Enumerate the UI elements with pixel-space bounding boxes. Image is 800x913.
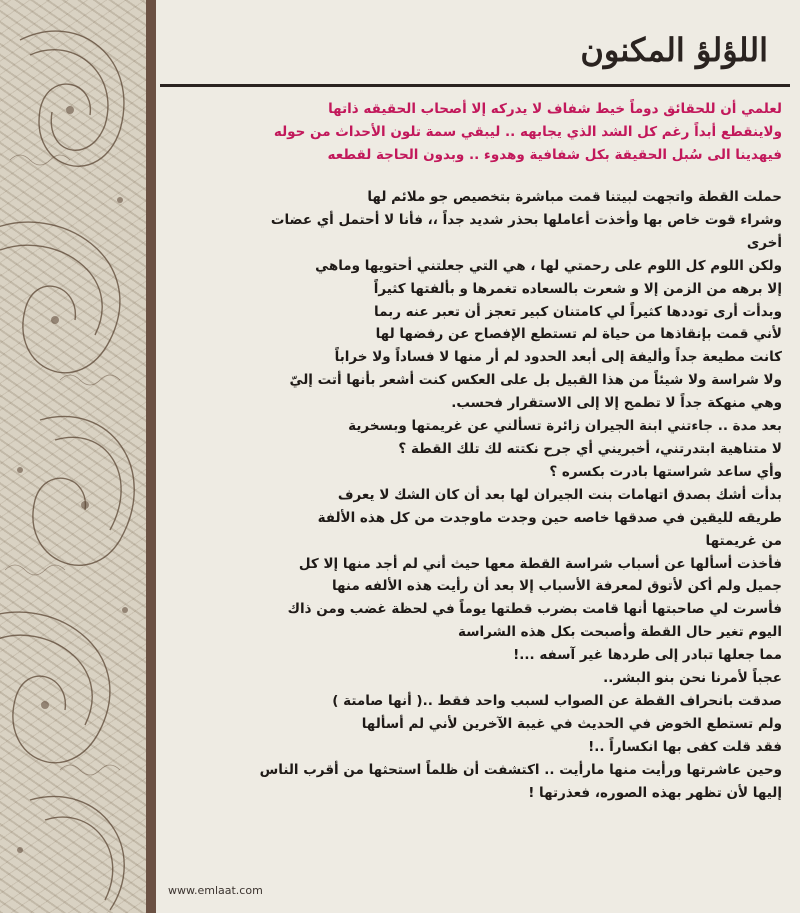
story-body bbox=[162, 186, 782, 804]
body-line: ولم تستطع الخوض في الحديث في غيبة الآخرين لأني لم أسألها bbox=[361, 715, 782, 732]
body-line: بدأت أشك بصدق اتهامات بنت الجيران لها بعد أن كان الشك لا يعرف bbox=[337, 486, 782, 503]
title-underline bbox=[160, 84, 790, 87]
body-line: وأي ساعد شراستها بادرت بكسره ؟ bbox=[549, 463, 782, 480]
body-line: إليها لأن تظهر بهذه الصوره، فعذرتها ! bbox=[528, 784, 782, 801]
source-credit-link[interactable]: www.emlaat.com bbox=[168, 884, 263, 897]
body-line: إلا برهه من الزمن إلا و شعرت بالسعاده تغمرها و بألفتها كثيراً bbox=[373, 280, 782, 297]
body-line: بعد مدة .. جاءتني ابنة الجيران زائرة تسألني عن غريمتها وبسخرية bbox=[348, 418, 782, 435]
body-line: وحين عاشرتها ورأيت منها مارأيت .. اكتشفت أن ظلماً استحثها من أقرب الناس bbox=[259, 761, 782, 778]
article-content bbox=[160, 0, 790, 913]
body-line: وشراء قوت خاص بها وأخذت أعاملها بحذر شديد جداً ،، فأنا لا أحتمل أي عضات bbox=[270, 211, 782, 228]
body-line: ولا شراسة ولا شيئاً من هذا القبيل بل على العكس كنت أشعر بأنها أتت إليّ bbox=[289, 372, 782, 389]
body-line: لا متناهية ابتدرتني، أخبريني أي جرح نكتته لك تلك القطة ؟ bbox=[398, 440, 782, 457]
body-line: حملت القطة واتجهت لبيتنا قمت مباشرة بتخصيص جو ملائم لها bbox=[367, 189, 782, 205]
body-line: فقد قلت كفى بها انكساراً ..! bbox=[588, 738, 782, 755]
body-line: مما جعلها تبادر إلى طردها غير آسفه ...! bbox=[513, 647, 782, 664]
intro-line: ولاينقطع أبداً رغم كل الشد الذي يجابهه .. ليبقي سمة تلون الأحداث من حوله bbox=[273, 124, 782, 140]
body-line: وهي منهكة جداً لا تطمح إلا إلى الاستقرار فحسب. bbox=[451, 395, 782, 412]
column-divider bbox=[146, 0, 156, 913]
intro-line: لعلمي أن للحقائق دوماً خيط شفاف لا يدركه إلا أصحاب الحقيقه ذاتها bbox=[328, 101, 782, 117]
body-line: جميل ولم أكن لأتوق لمعرفة الأسباب إلا بعد أن رأيت هذه الألفه منها bbox=[331, 578, 782, 595]
body-line: لأني قمت بإنقاذها من حياة لم تستطع الإفصاح عن رفضها لها bbox=[375, 326, 782, 343]
body-line: كانت مطيعة جداً وأليفة إلى أبعد الحدود لم أر منها لا فساداً ولا خراباً bbox=[334, 349, 782, 366]
body-line: من غريمتها bbox=[705, 532, 782, 549]
paisley-decoration bbox=[0, 0, 146, 913]
body-line: اليوم تغير حال القطة وأصبحت بكل هذه الشراسة bbox=[458, 624, 782, 641]
body-line: أخرى bbox=[746, 234, 782, 251]
body-line: فأسرت لي صاحبتها أنها قامت بضرب قطتها يوماً في لحظة غضب ومن ذاك bbox=[287, 601, 782, 618]
intro-line: فيهدينا الى سُبل الحقيقة بكل شفافية وهدوء .. وبدون الحاجة لقطعه bbox=[327, 147, 782, 163]
body-line: صدقت بانحراف القطة عن الصواب لسبب واحد فقط ..( أنها صامتة ) bbox=[332, 692, 782, 709]
body-line: فأخذت أسألها عن أسباب شراسة القطة معها حيث أني لم أجد منها إلا كل bbox=[298, 555, 782, 572]
body-line: عجباً لأمرنا نحن بنو البشر.. bbox=[603, 670, 782, 687]
body-line: طريقه لليقين في صدقها خاصه حين وجدت ماوجدت من كل هذه الألفة bbox=[317, 509, 782, 526]
intro-paragraph bbox=[162, 98, 782, 167]
body-line: ولكن اللوم كل اللوم على رحمتي لها ، هي التي جعلتني أحتويها وماهي bbox=[315, 257, 782, 274]
article-title: اللؤلؤ المكنون bbox=[580, 31, 768, 69]
body-line: وبدأت أرى توددها كثيراً لي كامتنان كبير تعجز أن تعبر عنه ربما bbox=[374, 303, 782, 320]
paisley-pattern-icon bbox=[0, 0, 146, 913]
